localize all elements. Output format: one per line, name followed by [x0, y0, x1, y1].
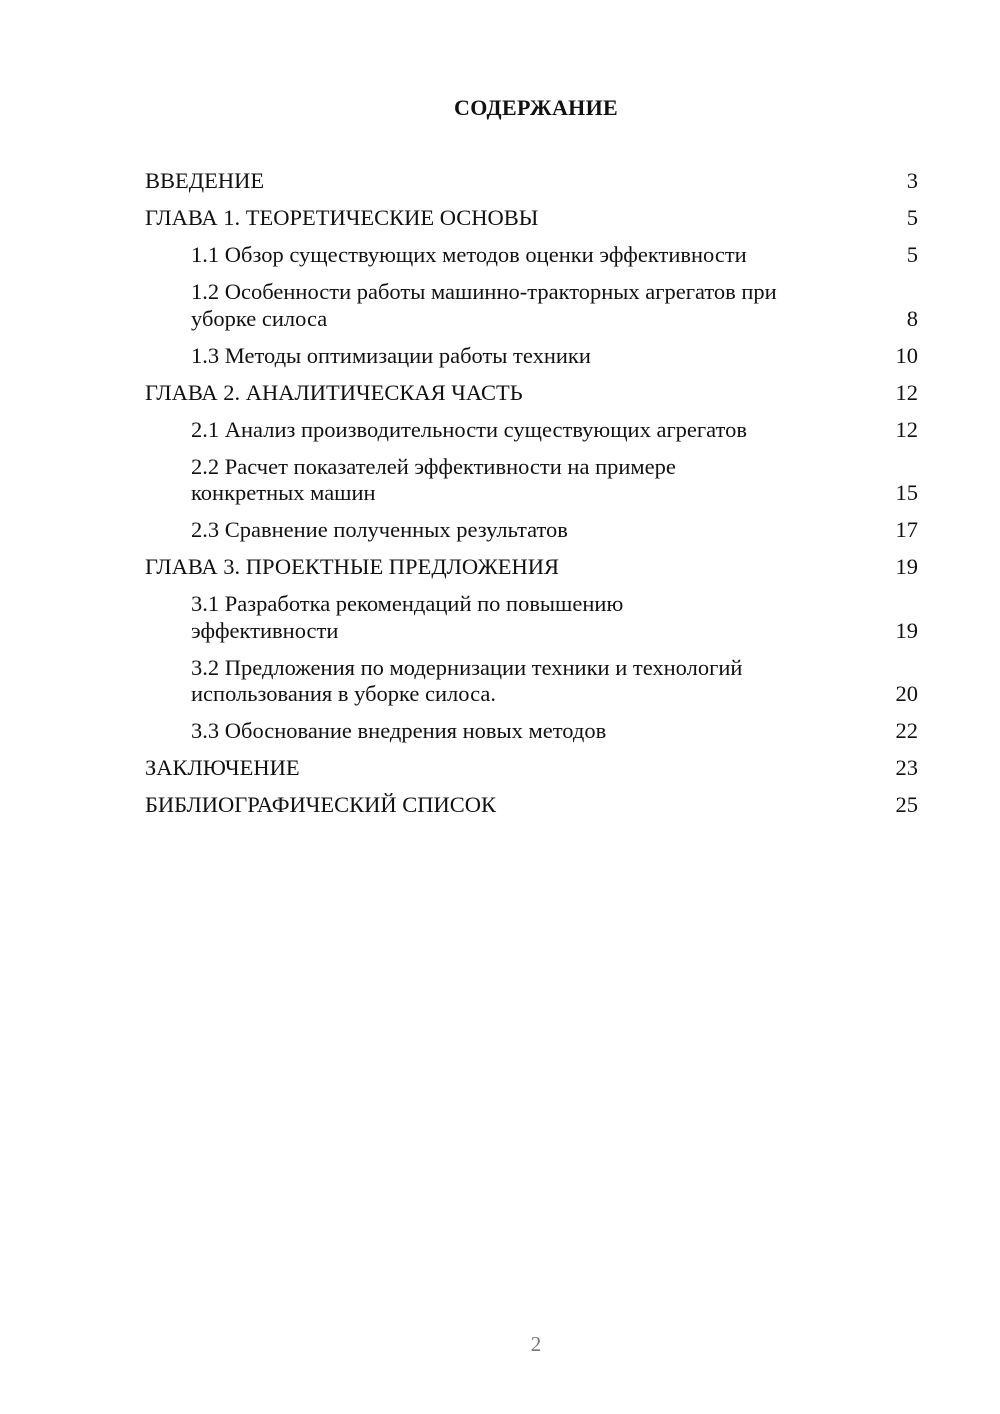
toc-entry-page: 12: [895, 379, 918, 405]
toc-entry-bibliography[interactable]: [145, 792, 918, 819]
toc-entry-text: 1.1 Обзор существующих методов оценки эффективности: [191, 242, 747, 267]
page-number: 2: [530, 1332, 542, 1356]
toc-entry-page: 23: [895, 755, 918, 780]
toc-entry-1-1[interactable]: [145, 242, 918, 269]
toc-entry-page: 10: [895, 342, 918, 368]
toc-entry-3-1[interactable]: [145, 591, 918, 644]
toc-entry-text: 3.2 Предложения по модернизации техники и технологий использования в уборке силоса.: [191, 654, 743, 706]
toc-entry-3-2[interactable]: [145, 655, 918, 708]
toc-entry-page: 5: [906, 205, 918, 230]
toc-entry-page: 19: [895, 617, 918, 643]
toc-entry-text: ГЛАВА 1. ТЕОРЕТИЧЕСКИЕ ОСНОВЫ: [145, 205, 539, 230]
toc-entry-page: 3: [906, 168, 918, 193]
table-of-contents: [145, 168, 918, 829]
toc-entry-2-2[interactable]: [145, 454, 918, 507]
toc-entry-2-1[interactable]: [145, 417, 918, 444]
toc-entry-conclusion[interactable]: [145, 755, 918, 782]
toc-entry-text: 2.2 Расчет показателей эффективности на примере конкретных машин: [191, 453, 676, 505]
toc-entry-1-2[interactable]: [145, 279, 918, 332]
toc-entry-text: ГЛАВА 2. АНАЛИТИЧЕСКАЯ ЧАСТЬ: [145, 379, 523, 405]
toc-entry-3-3[interactable]: [145, 718, 918, 745]
toc-entry-text: 3.1 Разработка рекомендаций по повышению эффективности: [191, 591, 624, 643]
toc-entry-page: 5: [906, 242, 918, 267]
toc-entry-text: 2.3 Сравнение полученных результатов: [191, 517, 568, 542]
toc-entry-chapter-1[interactable]: [145, 205, 918, 232]
page-title: СОДЕРЖАНИЕ: [454, 95, 618, 120]
toc-entry-text: 1.2 Особенности работы машинно-тракторных агрегатов при уборке силоса: [191, 279, 777, 331]
toc-entry-introduction[interactable]: [145, 168, 918, 195]
toc-entry-chapter-2[interactable]: [145, 380, 918, 407]
toc-entry-page: 25: [895, 792, 918, 817]
toc-entry-text: 3.3 Обоснование внедрения новых методов: [191, 718, 607, 743]
toc-entry-page: 22: [895, 718, 918, 743]
toc-entry-text: БИБЛИОГРАФИЧЕСКИЙ СПИСОК: [145, 792, 497, 817]
toc-entry-text: ЗАКЛЮЧЕНИЕ: [145, 755, 300, 780]
toc-entry-text: 2.1 Анализ производительности существующих агрегатов: [191, 416, 747, 442]
toc-entry-text: 1.3 Методы оптимизации работы техники: [191, 342, 591, 368]
toc-entry-page: 15: [895, 480, 918, 505]
toc-entry-page: 12: [895, 416, 918, 442]
toc-entry-page: 17: [895, 517, 918, 542]
toc-entry-page: 19: [895, 554, 918, 579]
toc-entry-page: 8: [906, 305, 918, 331]
toc-entry-page: 20: [895, 681, 918, 706]
toc-entry-2-3[interactable]: [145, 517, 918, 544]
toc-entry-1-3[interactable]: [145, 343, 918, 370]
toc-entry-text: ВВЕДЕНИЕ: [145, 168, 265, 193]
toc-entry-text: ГЛАВА 3. ПРОЕКТНЫЕ ПРЕДЛОЖЕНИЯ: [145, 554, 560, 579]
toc-entry-chapter-3[interactable]: [145, 554, 918, 581]
